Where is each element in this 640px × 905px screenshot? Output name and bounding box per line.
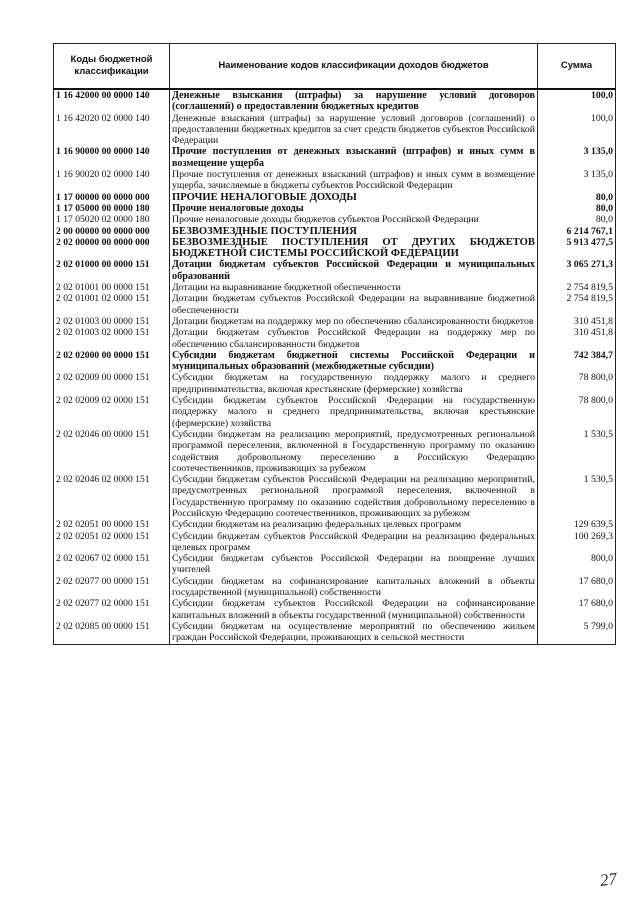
amount-cell: 310 451,8 (538, 327, 616, 350)
table-row (54, 169, 616, 192)
name-cell: Субсидии бюджетам на осуществление мероприятий по обеспечению жильем граждан Российской Федерации, проживающих в сельской местности (170, 621, 538, 644)
table-header-row (54, 44, 616, 90)
code-cell: 2 02 01001 00 0000 151 (54, 282, 170, 293)
table-row (54, 350, 616, 373)
code-cell: 1 17 00000 00 0000 000 (54, 192, 170, 203)
code-cell: 2 02 02046 02 0000 151 (54, 474, 170, 519)
table-row (54, 474, 616, 519)
table-row (54, 372, 616, 395)
table-row (54, 113, 616, 147)
amount-cell: 1 530,5 (538, 429, 616, 474)
name-cell: Субсидии бюджетам бюджетной системы Российской Федерации и муниципальных образований (межбюджетные субсидии) (170, 350, 538, 373)
amount-cell: 3 135,0 (538, 146, 616, 169)
amount-cell: 310 451,8 (538, 316, 616, 327)
table-row (54, 203, 616, 214)
budget-revenue-table (53, 43, 616, 645)
table-row (54, 192, 616, 203)
code-cell: 2 02 02000 00 0000 151 (54, 350, 170, 373)
amount-cell: 17 680,0 (538, 576, 616, 599)
amount-cell: 3 135,0 (538, 169, 616, 192)
amount-cell: 6 214 767,1 (538, 226, 616, 237)
name-cell: Субсидии бюджетам на софинансирование капитальных вложений в объекты государственной (муниципальной) собственности (170, 576, 538, 599)
name-cell: Дотации на выравнивание бюджетной обеспеченности (170, 282, 538, 293)
table-row (54, 259, 616, 282)
code-cell: 2 02 02046 00 0000 151 (54, 429, 170, 474)
code-cell: 2 02 01001 02 0000 151 (54, 293, 170, 316)
table-row (54, 146, 616, 169)
code-cell: 2 02 01003 00 0000 151 (54, 316, 170, 327)
table-row (54, 89, 616, 113)
amount-cell: 80,0 (538, 192, 616, 203)
table-row (54, 282, 616, 293)
amount-cell: 17 680,0 (538, 598, 616, 621)
code-cell: 1 16 90000 00 0000 140 (54, 146, 170, 169)
table-row (54, 553, 616, 576)
name-cell: Субсидии бюджетам субъектов Российской Федерации на реализацию мероприятий, предусмотренных региональной программой переселения, включенной в Государственную программу по оказанию содействия добровольному переселению в Российскую Федерацию соотечественников, проживающих за рубежом (170, 474, 538, 519)
table-row (54, 395, 616, 429)
amount-cell: 2 754 819,5 (538, 293, 616, 316)
header-name: Наименование кодов классификации доходов бюджетов (170, 44, 538, 90)
name-cell: Прочие неналоговые доходы бюджетов субъектов Российской Федерации (170, 214, 538, 225)
code-cell: 2 02 02009 02 0000 151 (54, 395, 170, 429)
table-row (54, 429, 616, 474)
code-cell: 1 16 42020 02 0000 140 (54, 113, 170, 147)
table-row (54, 316, 616, 327)
name-cell: Прочие поступления от денежных взысканий (штрафов) и иных сумм в возмещение ущерба, зачисляемые в бюджеты субъектов Российской Федерации (170, 169, 538, 192)
name-cell: Субсидии бюджетам субъектов Российской Федерации на реализацию федеральных целевых программ (170, 531, 538, 554)
name-cell: ПРОЧИЕ НЕНАЛОГОВЫЕ ДОХОДЫ (170, 192, 538, 203)
name-cell: Прочие поступления от денежных взысканий (штрафов) и иных сумм в возмещение ущерба (170, 146, 538, 169)
table-row (54, 226, 616, 237)
table-row (54, 531, 616, 554)
name-cell: Денежные взыскания (штрафы) за нарушение условий договоров (соглашений) о предоставлении бюджетных кредитов (170, 89, 538, 113)
name-cell: Субсидии бюджетам на государственную поддержку малого и среднего предпринимательства, включая крестьянские (фермерские) хозяйства (170, 372, 538, 395)
amount-cell: 129 639,5 (538, 519, 616, 530)
name-cell: Дотации бюджетам на поддержку мер по обеспечению сбалансированности бюджетов (170, 316, 538, 327)
amount-cell: 800,0 (538, 553, 616, 576)
code-cell: 2 02 02077 00 0000 151 (54, 576, 170, 599)
table-row (54, 576, 616, 599)
amount-cell: 742 384,7 (538, 350, 616, 373)
table-row (54, 598, 616, 621)
amount-cell: 5 913 477,5 (538, 237, 616, 260)
code-cell: 1 17 05000 00 0000 180 (54, 203, 170, 214)
code-cell: 1 16 90020 02 0000 140 (54, 169, 170, 192)
code-cell: 1 16 42000 00 0000 140 (54, 89, 170, 113)
table-row (54, 621, 616, 644)
name-cell: Субсидии бюджетам на реализацию мероприятий, предусмотренных региональной программой переселения, включенной в Государственную программу по оказанию содействия добровольному переселению в Российскую Федерацию соотечественников, проживающих за рубежом (170, 429, 538, 474)
code-cell: 2 02 00000 00 0000 000 (54, 237, 170, 260)
table-row (54, 293, 616, 316)
code-cell: 2 02 01000 00 0000 151 (54, 259, 170, 282)
table-row (54, 237, 616, 260)
name-cell: Субсидии бюджетам субъектов Российской Федерации на софинансирование капитальных вложений в объекты государственной (муниципальной) собственности (170, 598, 538, 621)
amount-cell: 80,0 (538, 203, 616, 214)
amount-cell: 3 065 271,3 (538, 259, 616, 282)
name-cell: БЕЗВОЗМЕЗДНЫЕ ПОСТУПЛЕНИЯ ОТ ДРУГИХ БЮДЖЕТОВ БЮДЖЕТНОЙ СИСТЕМЫ РОССИЙСКОЙ ФЕДЕРАЦИИ (170, 237, 538, 260)
amount-cell: 2 754 819,5 (538, 282, 616, 293)
name-cell: Субсидии бюджетам на реализацию федеральных целевых программ (170, 519, 538, 530)
header-amount: Сумма (538, 44, 616, 90)
code-cell: 2 02 02009 00 0000 151 (54, 372, 170, 395)
name-cell: Денежные взыскания (штрафы) за нарушение условий договоров (соглашений) о предоставлении бюджетных кредитов за счет средств бюджетов субъектов Российской Федерации (170, 113, 538, 147)
amount-cell: 78 800,0 (538, 395, 616, 429)
table-row (54, 327, 616, 350)
code-cell: 2 02 02067 02 0000 151 (54, 553, 170, 576)
name-cell: Дотации бюджетам субъектов Российской Федерации и муниципальных образований (170, 259, 538, 282)
code-cell: 2 02 02051 02 0000 151 (54, 531, 170, 554)
table-row (54, 519, 616, 530)
amount-cell: 100 269,3 (538, 531, 616, 554)
amount-cell: 78 800,0 (538, 372, 616, 395)
amount-cell: 100,0 (538, 113, 616, 147)
name-cell: Дотации бюджетам субъектов Российской Федерации на выравнивание бюджетной обеспеченности (170, 293, 538, 316)
header-code: Коды бюджетной классификации (54, 44, 170, 90)
amount-cell: 5 799,0 (538, 621, 616, 644)
amount-cell: 1 530,5 (538, 474, 616, 519)
name-cell: Субсидии бюджетам субъектов Российской Федерации на государственную поддержку малого и среднего предпринимательства, включая крестьянские (фермерские) хозяйства (170, 395, 538, 429)
name-cell: БЕЗВОЗМЕЗДНЫЕ ПОСТУПЛЕНИЯ (170, 226, 538, 237)
table-row (54, 214, 616, 225)
amount-cell: 80,0 (538, 214, 616, 225)
name-cell: Прочие неналоговые доходы (170, 203, 538, 214)
code-cell: 2 02 01003 02 0000 151 (54, 327, 170, 350)
code-cell: 2 02 02077 02 0000 151 (54, 598, 170, 621)
code-cell: 2 02 02051 00 0000 151 (54, 519, 170, 530)
name-cell: Субсидии бюджетам субъектов Российской Федерации на поощрение лучших учителей (170, 553, 538, 576)
name-cell: Дотации бюджетам субъектов Российской Федерации на поддержку мер по обеспечению сбалансированности бюджетов (170, 327, 538, 350)
code-cell: 1 17 05020 02 0000 180 (54, 214, 170, 225)
page-number: 27 (598, 868, 619, 891)
amount-cell: 100,0 (538, 89, 616, 113)
code-cell: 2 00 00000 00 0000 000 (54, 226, 170, 237)
code-cell: 2 02 02085 00 0000 151 (54, 621, 170, 644)
